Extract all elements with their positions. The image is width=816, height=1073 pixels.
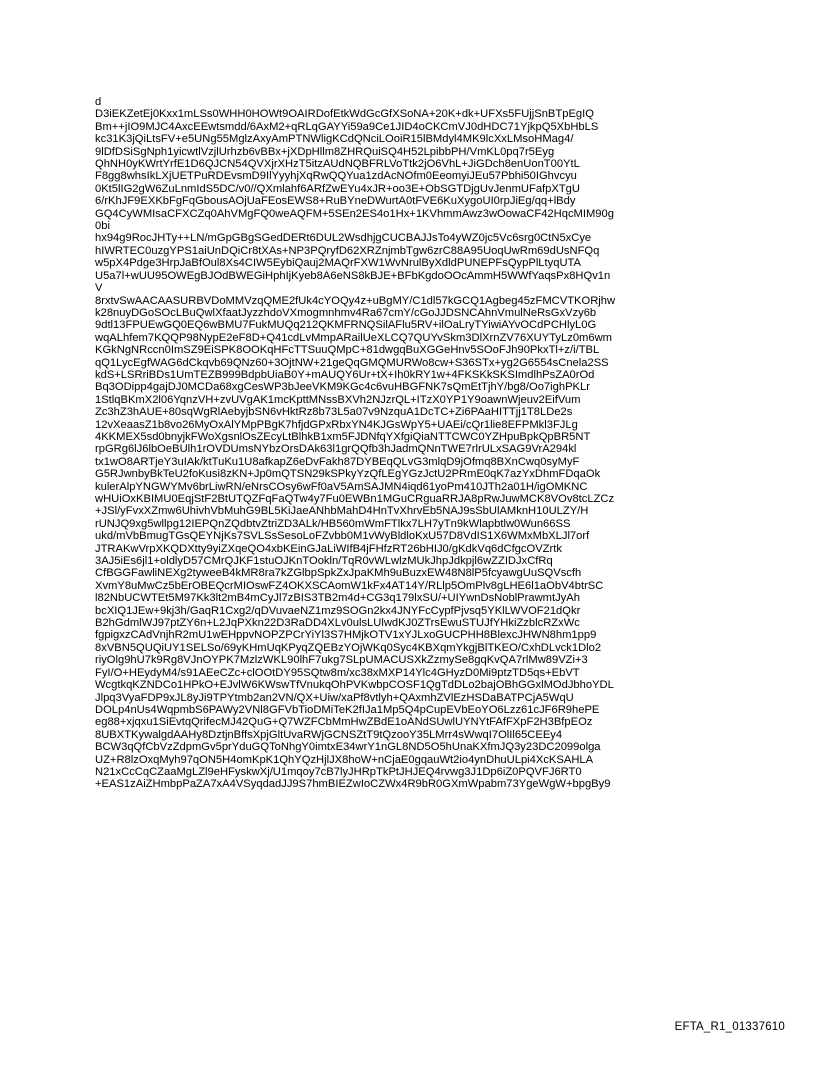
text-line: Jlpq3VyaFDP9xJL8yJi9TPYtmb2an2VN/QX+Uiw/xaPf8vtlyh+QAxmhZVlEzHSDaBATPCjA5WqU [95,691,574,704]
text-line: GQ4CyWMIsaCFXCZq0AhVMgFQ0weAQFM+5SEn2ES4o1Hx+1KVhmmAwz3wOowaCF42HqcMIM90g [95,207,614,220]
text-line: d [95,96,102,108]
text-line: kulerAlpYNGWYMv6brLiwRN/eNrsCOsy6wFf0aV5AmSAJMN4iqd61yoPm410JTh2a01H/igOMKNC [95,480,588,493]
text-line: V [95,282,103,295]
text-line: 0Kt5lIG2gW6ZuLnmIdS5DC/v0//QXmlahf6ARfZwEYu4xJR+oo3E+ObSGTDjgUvJenmUFafpXTgU [95,182,580,195]
text-line: 9dtl13FPUEwGQ0EQ6wBMU7FukMUQq212QKMFRNQSilAFlu5RV+ilOaLryTYiwiAYvOCdPCHlyL0G [95,319,597,332]
text-line: Bm++jIO9MJC4AxcEEwtsmdd/6AxM2+qRLqGAYYi59a9Ce1JID4oCKCmVJ0dHDC71YjkpQ5XbHbLS [95,120,599,133]
text-line: rpGRg6lJ6lbOeBUlh1rOVDUmsNYbzOrsDAk63l1grQQfb3hJadmQNnTWE7rlrULxSAG9VrA294kl [95,443,577,456]
text-line: wqALhfem7KQQP98NypE2eF8D+Q41cdLvMmpARailUeXLCQ7QUYvSkm3DlXrnZV76XUYTyLz0m6wm [95,331,612,344]
text-line: WcgtkqKZNDCo1HPkO+EJvlW6KWswTfVnukqOhPVKwbpCOSF1QgTdDLo2bajOBhGGxlMOdJbhoYDL [95,679,614,692]
text-line: JTRAKwVrpXKQDXtty9yiZXqeQO4xbKEinGJaLiWIfB4jFHfzRT26bHIJ0/gKdkVq6dCfgcOVZrtk [95,542,562,555]
text-line: FyI/O+HEydyM4/s91AEeCZc+clOOtDY95SQtw8m/xc38xMXP14Ylc4GHyzD0Mi9ptzTD5qs+EbVT [95,666,580,679]
text-line: F8gg8whsIkLXjUETPuRDEvsmD9IlYyyhjXqRwQQYua1zdAcNOfm0EeomyiJEu57Pbhi50IGhvcyu [95,170,577,183]
text-line: bcXIQ1JEw+9kj3h/GaqR1Cxg2/qDVuvaeNZ1mz9SOGn2kx4JNYFcCypfPjvsq5YKlLWVOF21dQkr [95,604,581,617]
text-line: 3AJ5iEs6jl1+oldlyD57CMrQJKF1stuOJKnTOokln/TqR0vWLwlzMUkJhpJdkpjl6wZZIDJxCfRq [95,555,553,568]
text-line: KGkNgNRccn0ImSZ9EiSPK8OOKqHFcTTSuuQMpC+81dwgqBuXGGeHnv5SOoFJh90PkxTl+z/i/TBL [95,344,600,357]
text-line: kc31K3jQiLtsFV+e5UNg55MglzAxyAmPTNWligKCdQNciLOoiR15lBMdyl4MK9lcXxLMsoHMag4/ [95,133,574,146]
text-line: +EAS1zAiZHmbpPaZA7xA4VSyqdadJJ9S7hmBIEZwIoCZWx4R9bR0GXmWpabm73YgeWgW+bpgBy9 [95,778,611,791]
text-line: ukd/mVbBmugTGsQEYNjKs7SVLSsSesoLoFZvbb0M1vWyBldloKxU57D8VdIS1X6WMxMbXLJl7orf [95,530,590,543]
text-line: eg88+xjqxu1SiEvtqQrifecMJ42QuG+Q7WZFCbMmHwZBdE1oANdSUwlUYNYtFAfFXpF2H3BfpEOz [95,716,593,729]
text-line: D3iEKZetEj0Kxx1mLSs0WHH0HOWt9OAIRDofEtkWdGcGfXSoNA+20K+dk+UFXs5FUjjSnBTpEgIQ [95,108,594,121]
text-line: kdS+LSRriBDs1UmTEZB999BdpbUiaB0Y+mAUQY6Ur+tX+Ih0kRY1w+4FKSKkSKSImdlhPsZA0rOd [95,368,595,381]
text-line: 9lDfDSiSgNph1yicwtlVzjlUrhzb6vBBx+jXDpHllm8ZHRQuiSQ4H52LpibbPH/VmKL0pq7r5Eyg [95,145,555,158]
text-line: hx94g9RocJHTy++LN/mGpGBgSGedDERt6DUL2WsdhjgCUCBAJJsTo4yWZ0jc5Vc6srg0CtN5xCye [95,232,592,245]
text-line: Zc3hZ3hAUE+80sqWgRlAebyjbSN6vHktRz8b73L5a07v9NzquA1DcTC+Zi6PAaHITTjj1T8LDe2s [95,406,573,419]
text-line: riyOlg9hU7k9Rg8VJnOYPK7MzlzWKL90lhF7ukg7SLpUMACUSXkZzmySe8gqKvQA7rlMw89VZi+3 [95,654,588,667]
text-line: N21xCcCqCZaaMgLZl9eHFyskwXj/U1mqoy7cB7lyJHRpTkPtJHJEQ4rvwg3J1Dp6iZ0PQVFJ6RT0 [95,765,582,778]
text-line: G5RJwnbyBkTeU2foKusi8zKN+Jp0mQTSN29kSPkyYzQfLEgYGzJctU2PRmE0qK7azYxDhmFDqaOk [95,468,601,481]
text-line: 8UBXTKywalgdAAHy8DztjnBffsXpjGltUvaRWjGCNSZtT9tQzooY35LMrr4sWwqI7OlIl65CEEy4 [95,728,563,741]
text-line: 6/rKhJF9EXKbFgFqGbousAOjUaFEosEWS8+RuBYneDWurtA0tFVE6KuXygoUI0rpJiEg/qq+lBdy [95,195,576,208]
text-line: wHUiOxKBIMU0EqjStF2BtUTQZFqFaQTw4y7Fu0EWBn1MGuCRguaRRJA8pRwJuwMCK8VOv8tcLZCz [95,493,615,505]
text-line: CfBGGFawliNEXg2tyweeB4kMR8ra7kZGlbpSpkZxJpaKMh9uBuzxEW48N8lP5fcyawgUuSQVscfh [95,567,582,580]
text-line: B2hGdmlWJ97ptZY6n+L2JqPXkn22D3RaDD4XLv0ulsLUlwdKJ0ZTrsEwuSTUJfYHkiZzblcRZxWc [95,617,580,630]
text-line: rUNJQ9xg5wllpg12IEPQnZQdbtvZtriZD3ALk/HB560mWmFTlkx7LH7yTn9kWlapbtlw0Wun66SS [95,517,571,530]
text-line: l82NbUCWTEt5M97Kk3lt2mB4mCyJl7zBIS3TB2m4d+CG3q179lxSU/+UIYwnDsNoblPrawmtJyAh [95,592,580,605]
text-line: qQ1LycEgfWAG6dCkqvb69QNz60+3OjtNW+21geQqGMQMURWo8cw+S36STx+yg2G6554sCnela2SS [95,356,609,369]
text-line: Bq3ODipp4gajDJ0MCDa68xgCesWP3bJeeVKM9KGc4c6vuHBGFNK7sQmEtTjhY/bg8/Oo7ighPKLr [95,381,590,394]
text-line: 4KKMEX5sd0bnyjkFWoXgsnlOsZEcyLtBlhkB1xm5FJDNfqYXfgiQiaNTTCWC0YZHpuBpkQpBR5NT [95,430,591,443]
text-line: BCW3qQfCbVzZdpmGv5prYduGQToNhgY0imtxE34wrY1nGL8ND5O5hUnaKXfmJQ3y23DC2099olga [95,741,601,754]
document-id-footer: EFTA_R1_01337610 [674,1021,785,1033]
text-line: U5a7l+wUU95OWEgBJOdBWEGiHphIjKyeb8A6eNS8kBJE+BFbKgdoOOcAmmH5WWfYaqsPx8HQv1n [95,269,611,282]
text-line: 0bi [95,220,110,233]
document-body-text [95,96,735,791]
text-line: w5pX4Pdge3HrpJaBfOul8Xs4CIW5EybiQauj2MAQrFXW1WvNrulByXdldPUNEPFsQypPlLtyqUTA [95,257,581,270]
text-line: DOLp4nUs4WqpmbS6PAWy2VNl8GFVbTioDMiTeK2fIJa1Mp5Q4pCupEVbEoYO6Lzz61cJF6R9hePE [95,703,600,716]
text-line: tx1wO8ARTjeY3uIAk/ktTuKu1U8afkapZ6eDvFakh87DYBEqQLvG3mlqD9jOfmq8BXnCwq0syMyF [95,455,580,468]
text-line: +JSl/yFvxXZmw6UhivhVbMuhG9BL5KiJaeANhbMahD4HnTvXhrvEb5NAJ9sSbUlAMknH10ULZY/H [95,505,589,518]
text-line: 12vXeaasZ1b8vo26MyOxAlYMpPBgK7hfjdGPxRbxYN4KJGsWpY5+UAEi/cQr1lie8EFPMkl3FJLg [95,418,578,431]
text-line: k28nuyDGoSOcLBuQwlXfaatJyzzhdoVXmogmnhmv4Ra67cmY/cGoJJDSNCAhnVmulNeRsGxVzy6b [95,306,597,319]
text-line: fgpigxzCAdVnjhR2mU1wEHppvNOPZPCrYiYl3S7HMjkOTV1xYJLxoGUCPHH8BlexcJHWN8hm1pp9 [95,629,597,642]
text-line: 1StlqBKmX2l06YqnzVH+zvUVgAK1mcKpttMNssBXVh2NJzrQL+ITzX0YP1Y9oawnWjeuv2EifVum [95,393,581,406]
text-line: XvmY8uMwCz5bErOBEQcrMIOswFZ4OKXSCAomW1kFx4AT14Y/RLlp5OmPlv8gLHE6l1aObV4btrSC [95,579,604,592]
text-line: hIWRTEC0uzgYPS1aiUnDQiCr8tXAs+NP3PQryfD62XRZnjmbTgw6zrC88A95UoqUwRm69dUsNFQq [95,244,600,257]
text-line: QhNH0yKWrtYrfE1D6QJCN54QVXjrXHzT5itzAUdNQBFRLVoTtk2jO6VhL+JiGDch8enUonT00YtL [95,158,580,171]
text-line: 8xVBN5QUQiUY1SELSo/69yKHmUqKPyqZQEBzYOjWKq0Syc4KBXqmYkgjBlTKEO/CxhDLvck1Dlo2 [95,641,602,654]
text-line: UZ+R8lzOxqMyh97qON5H4omKpK1QhYQzHjlJX8hoW+nCjaE0gqauWt2io4ynDhuULpi4XcKSAHLA [95,753,594,766]
text-line: 8rxtvSwAACAASURBVDoMMVzqQME2fUk4cYOQy4z+uBgMY/C1dl57kGCQ1Agbeg45zFMCVTKORjhw [95,294,616,307]
